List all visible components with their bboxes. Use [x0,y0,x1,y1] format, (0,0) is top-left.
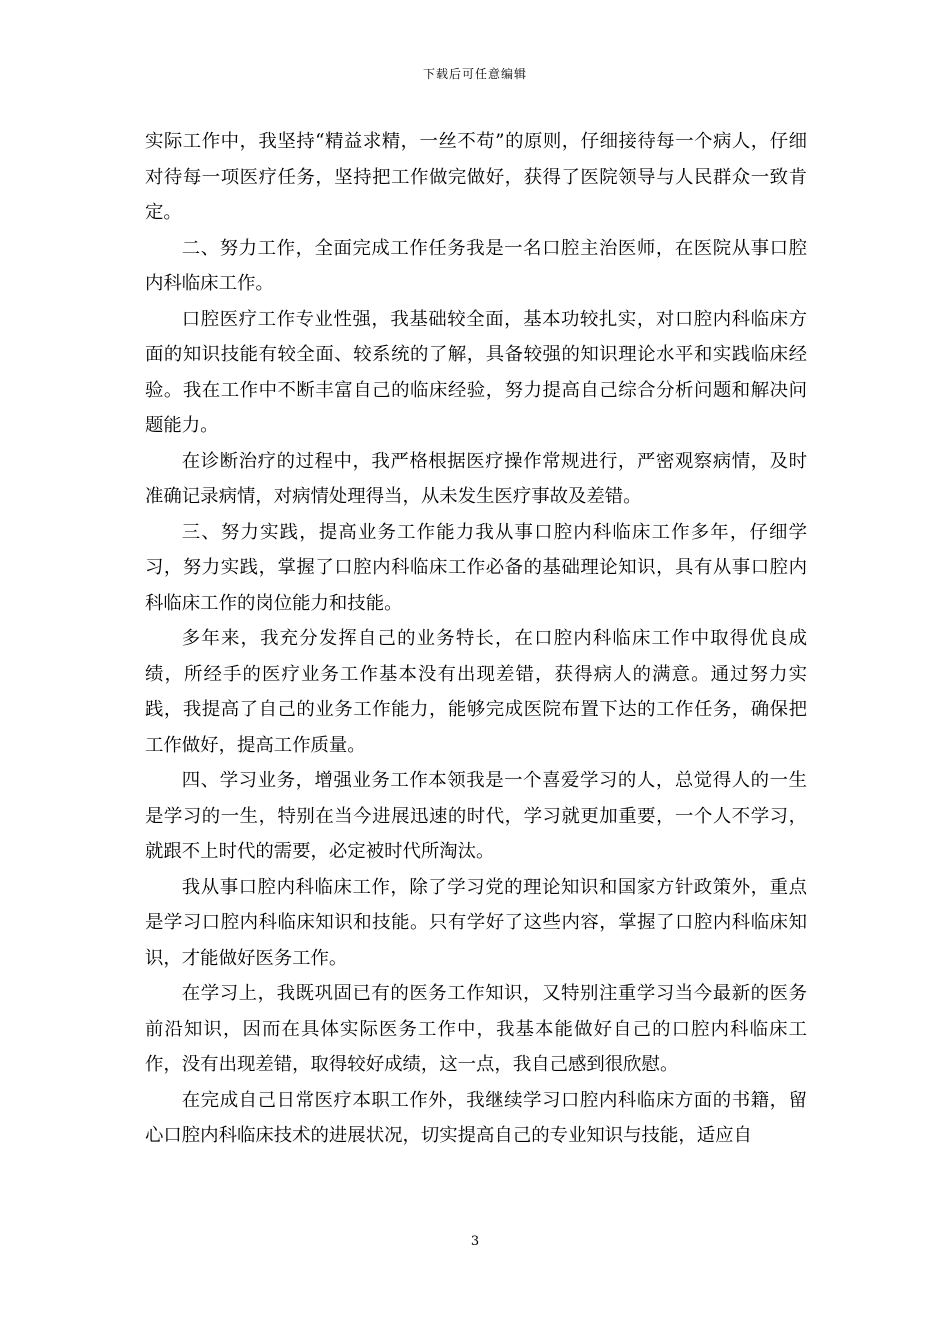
paragraph: 口腔医疗工作专业性强，我基础较全面，基本功较扎实，对口腔内科临床方面的知识技能有较全面、较系统的了解，具备较强的知识理论水平和实践临床经验。我在工作中不断丰富自己的临床经验，努力提高自己综合分析问题和解决问题能力。 [145,308,807,436]
paragraph: 我从事口腔内科临床工作，除了学习党的理论知识和国家方针政策外，重点是学习口腔内科临床知识和技能。只有学好了这些内容，掌握了口腔内科临床知识，才能做好医务工作。 [145,876,807,969]
page-header: 下载后可任意编辑 [422,67,527,81]
paragraph: 在学习上，我既巩固已有的医务工作知识，又特别注重学习当今最新的医务前沿知识，因而在具体实际医务工作中，我基本能做好自己的口腔内科临床工作，没有出现差错，取得较好成绩，这一点，我自己感到很欣慰。 [145,983,807,1075]
page-number: 3 [470,1234,480,1249]
paragraph: 二、努力工作，全面完成工作任务我是一名口腔主治医师，在医院从事口腔内科临床工作。 [145,237,807,294]
paragraph: 在完成自己日常医疗本职工作外，我继续学习口腔内科临床方面的书籍，留心口腔内科临床技术的进展状况，切实提高自己的专业知识与技能，适应自 [145,1089,807,1146]
paragraph: 在诊断治疗的过程中，我严格根据医疗操作常规进行，严密观察病情，及时准确记录病情，对病情处理得当，从未发生医疗事故及差错。 [145,450,807,507]
paragraph: 多年来，我充分发挥自己的业务特长，在口腔内科临床工作中取得优良成绩，所经手的医疗业务工作基本没有出现差错，获得病人的满意。通过努力实践，我提高了自己的业务工作能力，能够完成医院布置下达的工作任务，确保把工作做好，提高工作质量。 [145,628,807,756]
document-body [145,124,807,1154]
paragraph: 四、学习业务，增强业务工作本领我是一个喜爱学习的人，总觉得人的一生是学习的一生，特别在当今进展迅速的时代，学习就更加重要，一个人不学习，就跟不上时代的需要，必定被时代所淘汰。 [145,770,807,862]
paragraph: 实际工作中，我坚持“精益求精，一丝不苟”的原则，仔细接待每一个病人，仔细对待每一项医疗任务，坚持把工作做完做好，获得了医院领导与人民群众一致肯定。 [145,131,807,223]
paragraph: 三、努力实践，提高业务工作能力我从事口腔内科临床工作多年，仔细学习，努力实践，掌握了口腔内科临床工作必备的基础理论知识，具有从事口腔内科临床工作的岗位能力和技能。 [145,521,807,614]
